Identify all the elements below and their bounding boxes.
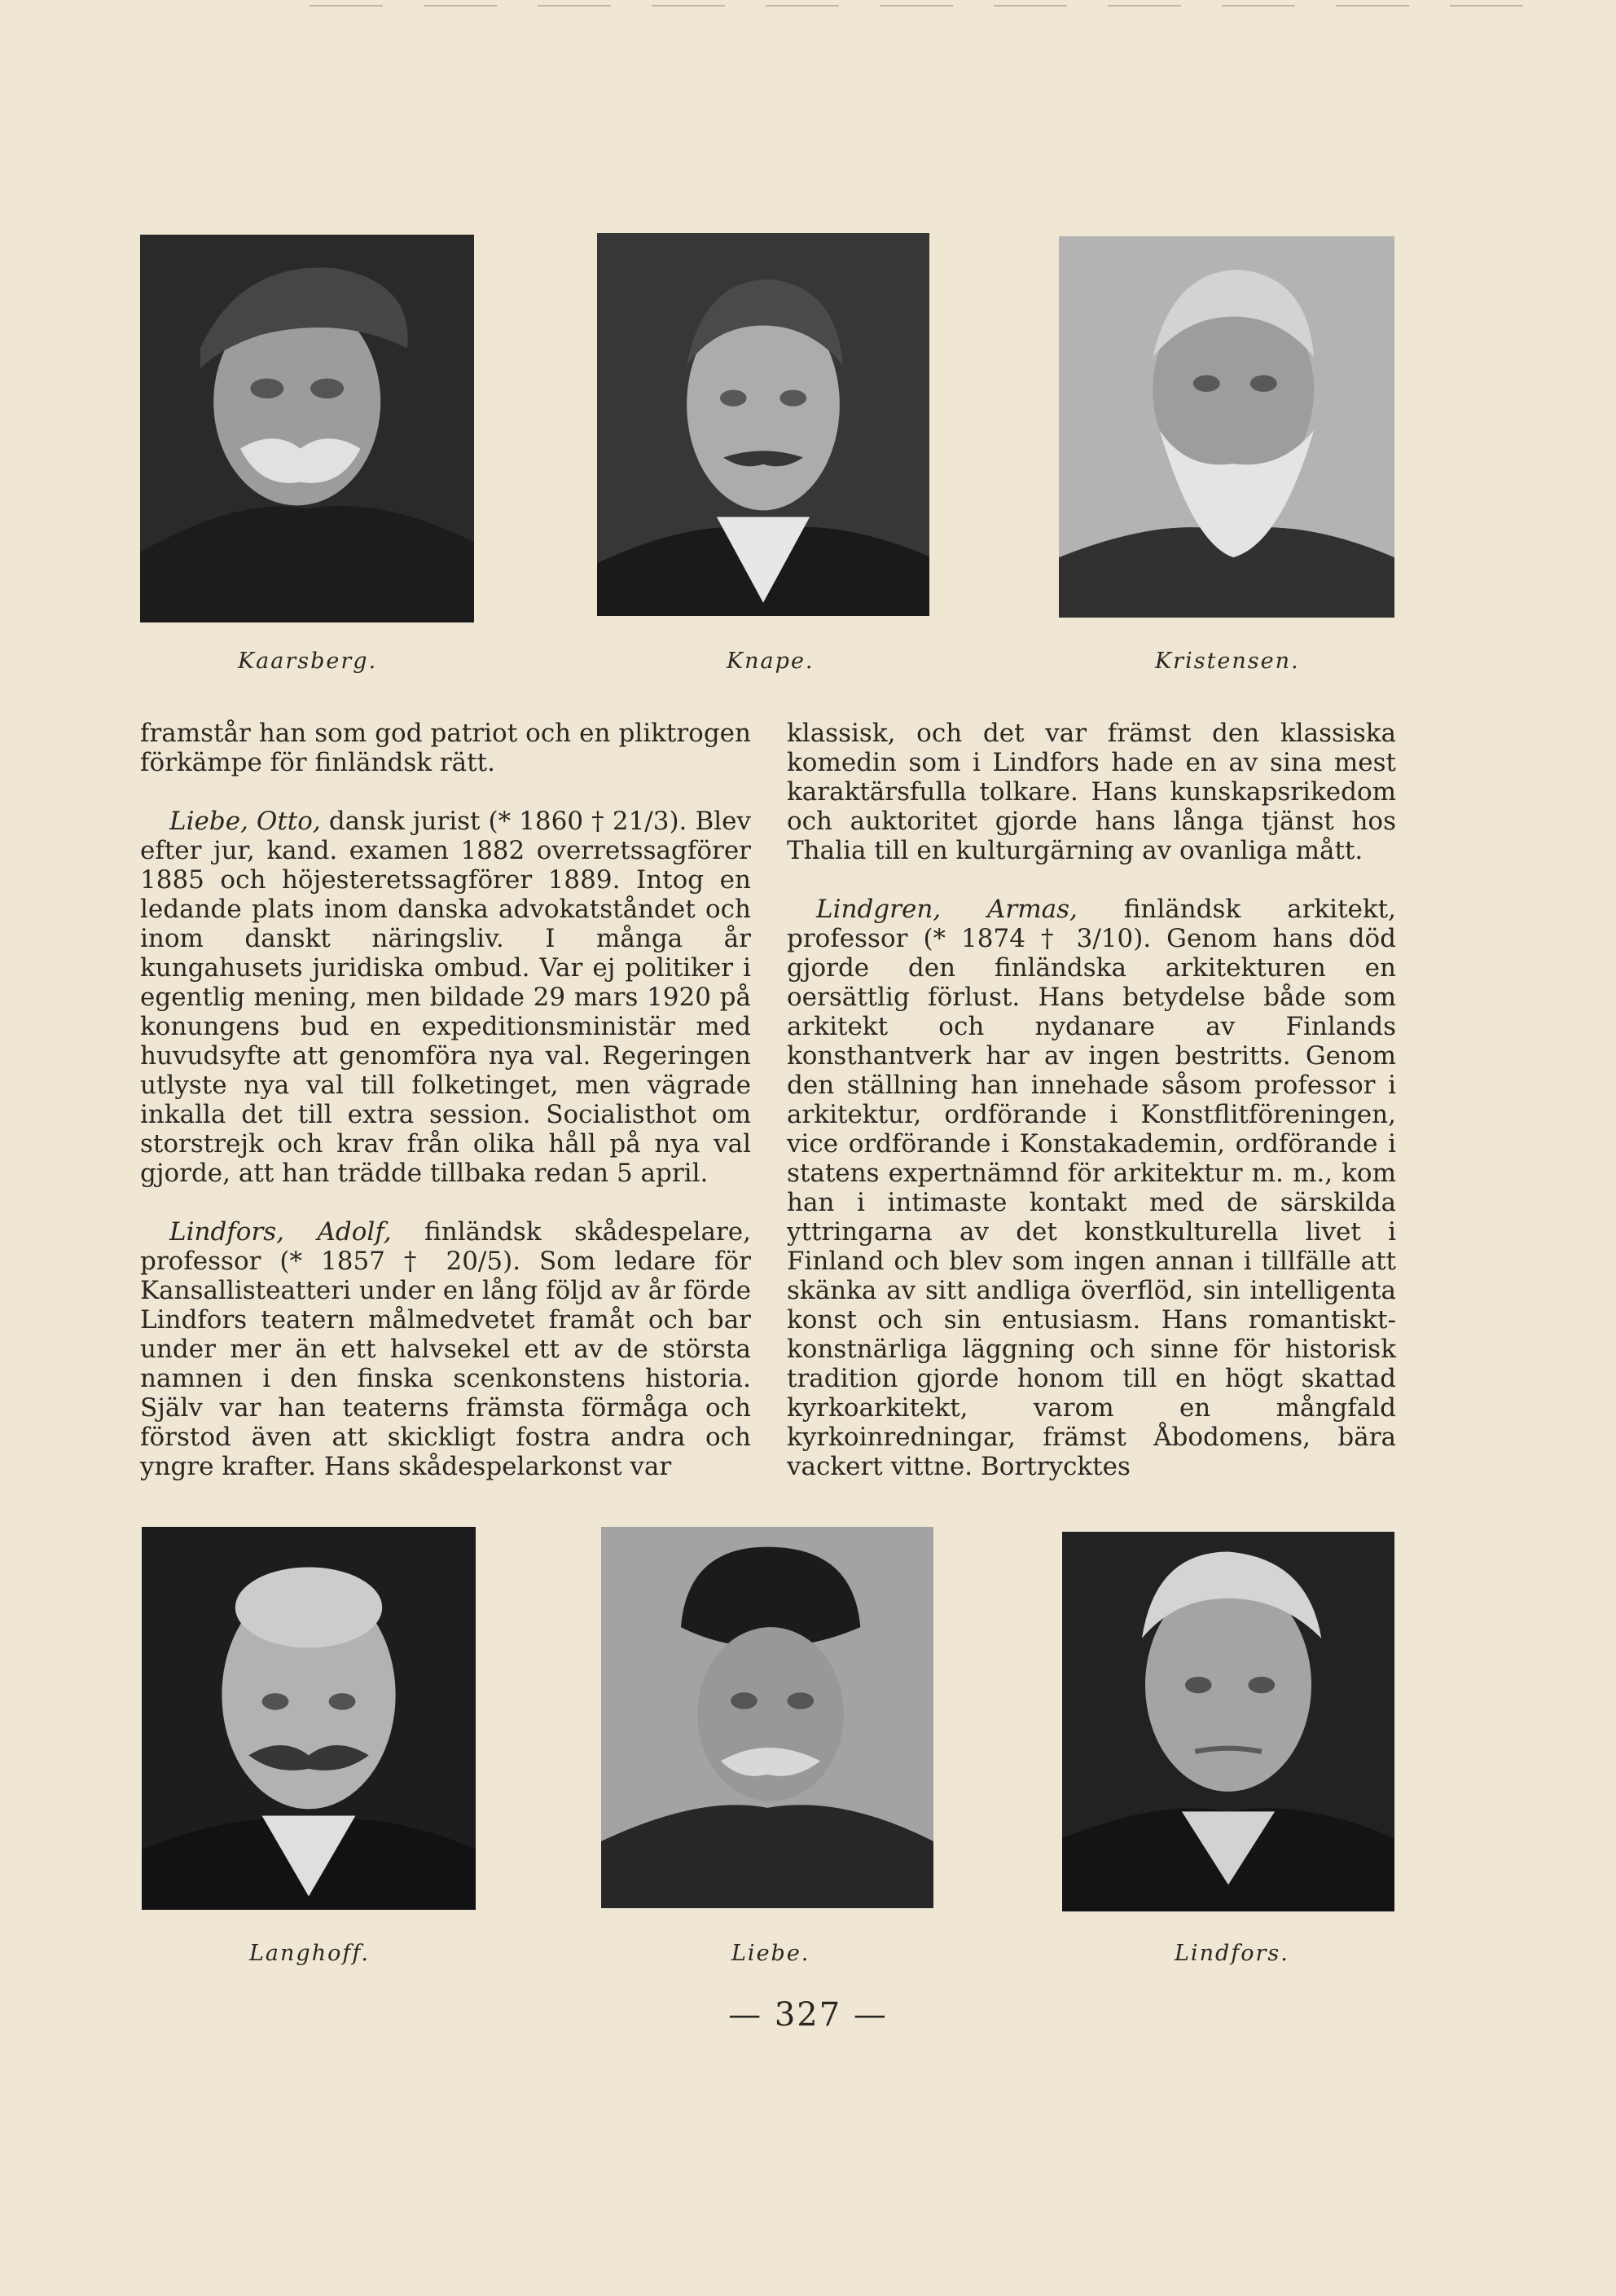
entry-liebe	[140, 807, 751, 1188]
caption-kaarsberg: Kaarsberg.	[238, 649, 378, 674]
portrait-liebe	[601, 1527, 933, 1908]
caption-lindfors: Lindfors.	[1175, 1941, 1289, 1966]
right-text-column	[787, 719, 1396, 1481]
page-number: — 327 —	[728, 1996, 888, 2034]
portrait-kaarsberg	[140, 235, 474, 622]
entry-lindgren-text: finländsk arkitekt, professor (* 1874 † 3/10). Genom hans död gjorde den finländska arkitekturen en oersättlig förlust. Hans betydelse både som arkitekt och nydanare av Finlands konsthantverk har av ingen bestritts. Genom den ställning han innehade såsom professor i arkitektur, ordförande i Konstflitföreningen, vice ordförande i Konstakademin, ordförande i statens expertnämnd för arkitektur m. m., kom han i intimaste kontakt med de särskilda yttringarna av det konstkulturella livet i Finland och blev som ingen annan i tillfälle att skänka av sitt andliga överflöd, sin intelligenta konst och sin entusiasm. Hans romantiskt-konstnärliga läggning och sinne för historisk tradition gjorde honom till en högt skattad kyrkoarkitekt, varom en mångfald kyrkoinredningar, främst Åbodomens, bära vackert vittne. Bortrycktes	[787, 895, 1396, 1481]
entry-liebe-name: Liebe, Otto,	[169, 807, 321, 836]
entry-lindgren-name: Lindgren, Armas,	[816, 895, 1078, 924]
caption-langhoff: Langhoff.	[249, 1941, 370, 1966]
caption-liebe: Liebe.	[731, 1941, 810, 1966]
left-text-column	[140, 719, 751, 1481]
continuation-text-right: klassisk, och det var främst den klassiska komedin som i Lindfors hade en av sina mest karaktärsfulla tolkare. Hans kunskapsrikedom och auktoritet gjorde hans långa tjänst hos Thalia till en kulturgärning av ovanliga mått.	[787, 719, 1396, 865]
entry-lindfors-text: finländsk skådespelare, professor (* 1857 † 20/5). Som ledare för Kansallisteatteri under en lång följd av år förde Lindfors teatern målmedvetet framåt och bar under mer än ett halvsekel ett av de största namnen i den finska scenkonstens historia. Själv var han teaterns främsta förmåga och förstod även att skickligt fostra andra och yngre krafter. Hans skådespelarkonst var	[140, 1217, 751, 1481]
caption-knape: Knape.	[727, 649, 815, 674]
continuation-text: framstår han som god patriot och en pliktrogen förkämpe för finländsk rätt.	[140, 719, 751, 777]
caption-kristensen: Kristensen.	[1155, 649, 1300, 674]
portrait-langhoff	[142, 1527, 476, 1910]
entry-liebe-text: dansk jurist (* 1860 † 21/3). Blev efter jur, kand. examen 1882 overretssagförer 1885 och höjesteretssagförer 1889. Intog en ledande plats inom danska advokatståndet och inom danskt näringsliv. I många år kungahusets juridiska ombud. Var ej politiker i egentlig mening, men bildade 29 mars 1920 på konungens bud en expeditionsministär med huvudsyfte att genomföra nya val. Regeringen utlyste nya val till folketinget, men vägrade inkalla det till extra session. Socialisthot om storstrejk och krav från olika håll på nya val gjorde, att han trädde tillbaka redan 5 april.	[140, 807, 751, 1188]
portrait-kristensen	[1059, 236, 1394, 618]
entry-lindgren	[787, 895, 1396, 1481]
top-edge-rule	[310, 5, 1531, 7]
portrait-lindfors	[1062, 1532, 1394, 1911]
entry-lindfors-name: Lindfors, Adolf,	[169, 1217, 392, 1247]
entry-lindfors	[140, 1217, 751, 1481]
portrait-knape	[597, 233, 929, 616]
